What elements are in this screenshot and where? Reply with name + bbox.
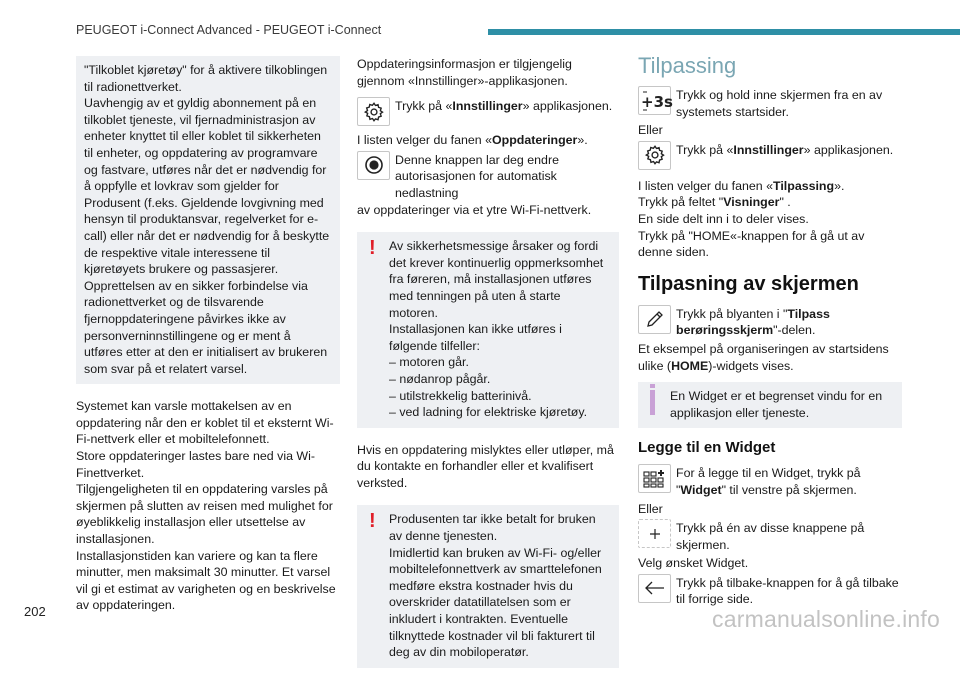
field-text: Trykk på feltet " [638, 195, 724, 210]
or-text: Eller [638, 123, 663, 138]
column-left [76, 56, 340, 614]
or-text: Eller [638, 501, 663, 516]
step-text: Trykk og hold inne skjermen fra en av systemets startsider. [676, 88, 883, 119]
column-middle [357, 56, 619, 682]
section-heading: Legge til en Widget [638, 439, 776, 457]
step-bold: Widget [680, 482, 722, 497]
info-icon [650, 390, 655, 415]
warning-box-costs [357, 505, 619, 667]
header-accent-bar [488, 29, 960, 35]
step-text: Trykk på « [395, 99, 453, 114]
warning-text: Produsenten tar ikke betalt for bruken av denne tjenesten. Imidlertid kan bruken av Wi-Fi- og/eller mobiltelefonnettverk av smarttelefonen medføre ekstra kostnader hvis du overskrider datatillatelsen som er inkludert i kontrakten. Eventuelle tilknyttede kostnader vil bli fakturert til deg av din mobiloperatør. [389, 512, 602, 660]
step-bold: Innstillinger [733, 142, 804, 157]
list-bold: Tilpassing [773, 178, 835, 193]
step-widget [638, 464, 902, 498]
step-back [638, 574, 902, 608]
step-auto-download [357, 151, 619, 202]
step-pencil [638, 305, 902, 339]
header-title: PEUGEOT i-Connect Advanced - PEUGEOT i-Connect [76, 23, 382, 37]
home-text: Trykk på "HOME«-knappen for å gå ut av denne siden. [638, 228, 865, 260]
step-text: Trykk på én av disse knappene på skjermen. [676, 521, 865, 552]
step-text: Trykk på tilbake-knappen for å gå tilbake til forrige side. [676, 575, 899, 607]
page-number: 202 [24, 604, 46, 619]
warning-box-installation [357, 232, 619, 428]
step-text: Trykk på blyanten i " [676, 306, 788, 321]
step-text-cont: av oppdateringer via et ytre Wi-Fi-nettverk. [357, 202, 592, 217]
back-arrow-icon [638, 574, 671, 603]
update-info-intro: Oppdateringsinformasjon er tilgjengelig gjennom «Innstillinger»-applikasjonen. [357, 57, 572, 88]
gear-icon [357, 97, 390, 126]
section-subtitle: Tilpasning av skjermen [638, 272, 859, 295]
step-text: » applikasjonen. [803, 142, 894, 157]
step-settings [638, 141, 902, 170]
step-text: Denne knappen lar deg endre autorisasjonen for automatisk nedlastning [395, 152, 559, 200]
svg-text:+3s: +3s [640, 92, 673, 111]
step-settings [357, 97, 619, 126]
list-text: I listen velger du fanen « [638, 178, 774, 193]
step-text: » applikasjonen. [522, 99, 613, 114]
list-instruction [638, 178, 902, 195]
example-text [638, 341, 902, 374]
watermark: carmanualsonline.info [712, 606, 940, 632]
step-text: For å legge til en Widget, trykk på " [676, 466, 861, 497]
warning-text: Av sikkerhetsmessige årsaker og fordi det krever kontinuerlig oppmerksomhet fra føreren, må installasjonen utføres med tenningen på uten å starte motoren. Installasjonen kan ikke utføres i følgende tilfeller: – motoren går. – nødanrop pågår. – utilstrekkelig batterinivå. – ved ladning for elektriske kjøretøy. [389, 239, 604, 420]
tab-instruction [357, 132, 619, 149]
info-text: En Widget er et begrenset vindu for en applikasjon eller tjeneste. [670, 389, 883, 420]
long-press-3s-icon [638, 86, 671, 115]
box-text: "Tilkoblet kjøretøy" for å aktivere tilkoblingen til radionettverket. Uavhengig av et gyldig abonnement på en tilkoblet tjeneste, vil fjernadministrasjon av enheter knyttet til eller koblet til sikkerheten til enheter, og oppdatering av programvare og fastvare, utføres når det er nødvendig for å oppfylle et lovkrav som gjelder for Produsent (f.eks. Gjeldende lovgivning med hensyn til produktansvar, regelverket for e-call) eller når det er nødvendig for å beskytte de respektive vitale interessene til kjøretøyets brukere og passasjerer. Opprettelsen av en sikker forbindelse via radionettverket og de tilsvarende fjernoppdateringene påvirkes ikke av personverninnstillingene og er ment å utføres etter at den er initialisert av brukeren som svar på et relatert varsel. [84, 63, 330, 376]
field-instruction [638, 194, 902, 211]
plus-icon [638, 519, 671, 548]
step-text: Trykk på « [676, 142, 734, 157]
tab-bold: Oppdateringer [492, 133, 578, 148]
field-bold: Visninger [723, 195, 780, 210]
list-text: ». [834, 178, 845, 193]
example-plain: Et eksempel på organiseringen av startsidens ulike ( [638, 341, 889, 373]
step-bold: Innstillinger [452, 99, 523, 114]
section-title: Tilpassing [638, 53, 737, 78]
pencil-icon [638, 305, 671, 334]
info-box-widget [638, 382, 902, 428]
step-long-press [638, 86, 902, 120]
gear-icon [638, 141, 671, 170]
warning-icon: ! [369, 237, 376, 260]
update-notification-text: Systemet kan varsle mottakelsen av en oppdatering når den er koblet til et eksternt Wi-Fi-nettverk eller et mobiltelefonnett. Store oppdateringer lastes bare ned via Wi-Finettverket. Tilgjengeligheten til en oppdatering varsles på skjermen på slutten av reisen med mulighet for øyeblikkelig installasjon eller utsettelse av installasjonen. Installasjonstiden kan variere og kan ta flere minutter, men maksimalt 30 minutter. Et varsel vil gi et estimat av varigheten og en beskrivelse av oppdateringen. [76, 399, 336, 613]
column-right [638, 52, 902, 610]
example-plain: )-widgets vises. [708, 358, 794, 373]
step-plus [638, 519, 902, 553]
step-bold: Tilpass berøringsskjerm [676, 306, 830, 338]
step-text: " til venstre på skjermen. [721, 482, 857, 497]
update-failed-text: Hvis en oppdatering mislyktes eller utløper, må du kontakte en forhandler eller et kvalifisert verksted. [357, 442, 614, 490]
example-bold: HOME [671, 358, 709, 373]
choose-text: Velg ønsket Widget. [638, 556, 749, 571]
warning-icon: ! [369, 510, 376, 533]
info-box-connected-vehicle [76, 56, 340, 384]
tab-text: ». [577, 133, 588, 148]
widget-grid-icon [638, 464, 671, 493]
tab-text: I listen velger du fanen « [357, 133, 493, 148]
split-text: En side delt inn i to deler vises. [638, 211, 809, 226]
radio-button-icon [357, 151, 390, 180]
step-text: "-delen. [773, 323, 816, 338]
field-text: " . [779, 195, 791, 210]
